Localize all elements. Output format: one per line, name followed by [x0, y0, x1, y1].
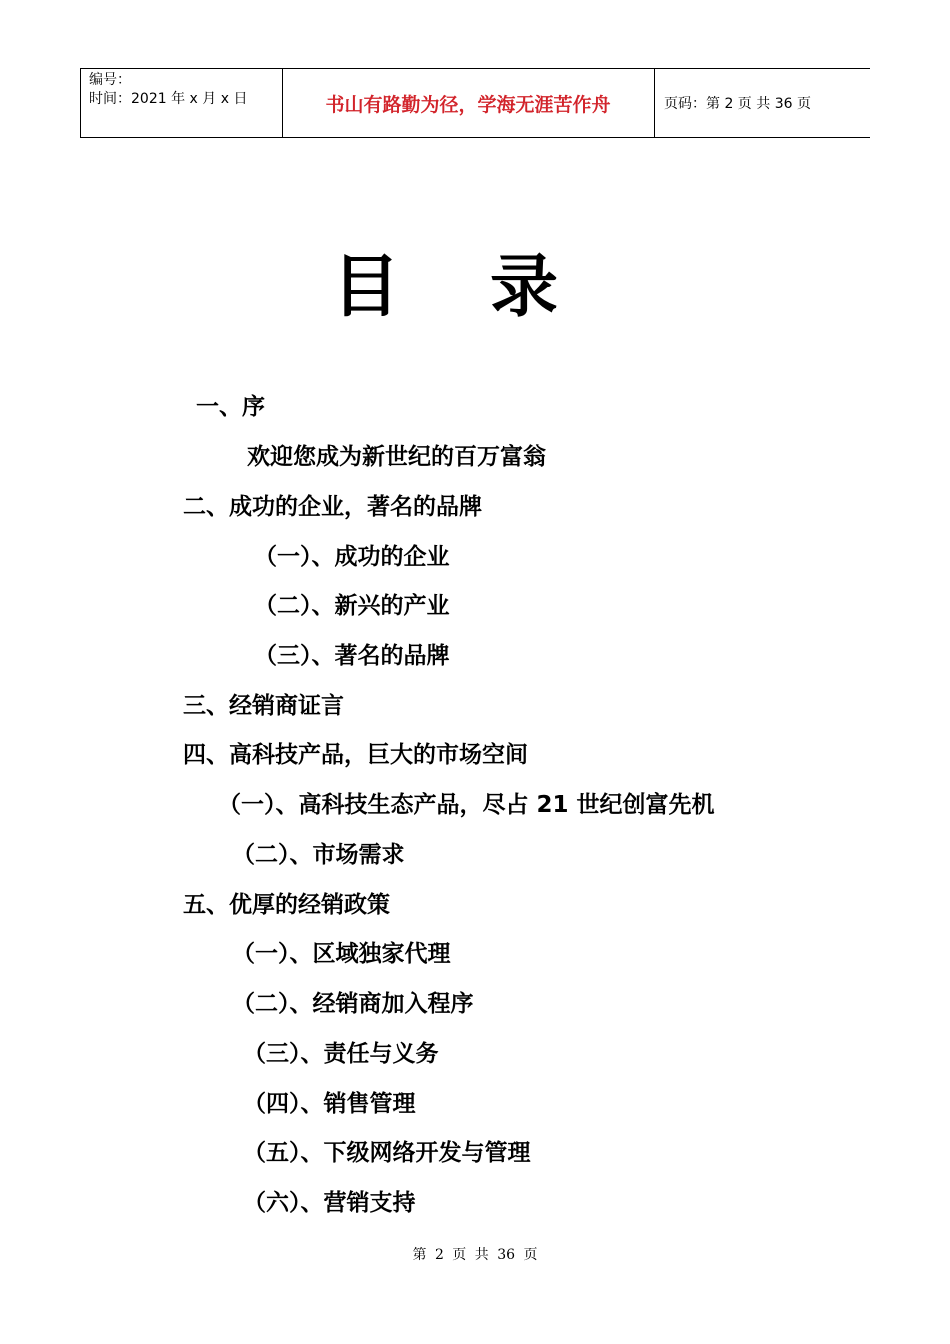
toc-item-welcome: 欢迎您成为新世纪的百万富翁: [247, 444, 546, 470]
header-motto: 书山有路勤为径，学海无涯苦作舟: [325, 94, 611, 116]
header-page-cell: [655, 69, 870, 137]
toc-item-preface: 一、序: [196, 394, 265, 420]
toc-item-2-1: （一）、成功的企业: [254, 544, 450, 570]
toc-item-5-3: （三）、责任与义务: [243, 1041, 439, 1067]
toc-title: 目录: [331, 248, 648, 327]
toc-item-5-6: （六）、营销支持: [243, 1190, 416, 1216]
toc-item-4-1: （一）、高科技生态产品，尽占 21 世纪创富先机: [218, 792, 715, 818]
toc-item-5-5: （五）、下级网络开发与管理: [243, 1140, 531, 1166]
toc-item-section-2: 二、成功的企业，著名的品牌: [183, 494, 482, 520]
page-header: [80, 68, 870, 138]
toc-item-section-4: 四、高科技产品，巨大的市场空间: [183, 742, 528, 768]
toc-item-2-2: （二）、新兴的产业: [254, 593, 450, 619]
toc-item-2-3: （三）、著名的品牌: [254, 643, 450, 669]
document-time-label: 时间：2021 年 x 月 x 日: [89, 91, 248, 107]
toc-item-section-3: 三、经销商证言: [183, 693, 344, 719]
page-footer: 第 2 页 共 36 页: [412, 1247, 538, 1263]
header-page-info: 页码：第 2 页 共 36 页: [664, 96, 811, 112]
header-motto-cell: [282, 69, 655, 137]
toc-item-section-5: 五、优厚的经销政策: [183, 892, 390, 918]
toc-item-5-1: （一）、区域独家代理: [232, 941, 451, 967]
document-number-label: 编号：: [89, 72, 131, 88]
header-meta-cell: [80, 69, 283, 137]
toc-item-5-2: （二）、经销商加入程序: [232, 991, 474, 1017]
toc-item-5-4: （四）、销售管理: [243, 1091, 416, 1117]
toc-item-4-2: （二）、市场需求: [232, 842, 405, 868]
